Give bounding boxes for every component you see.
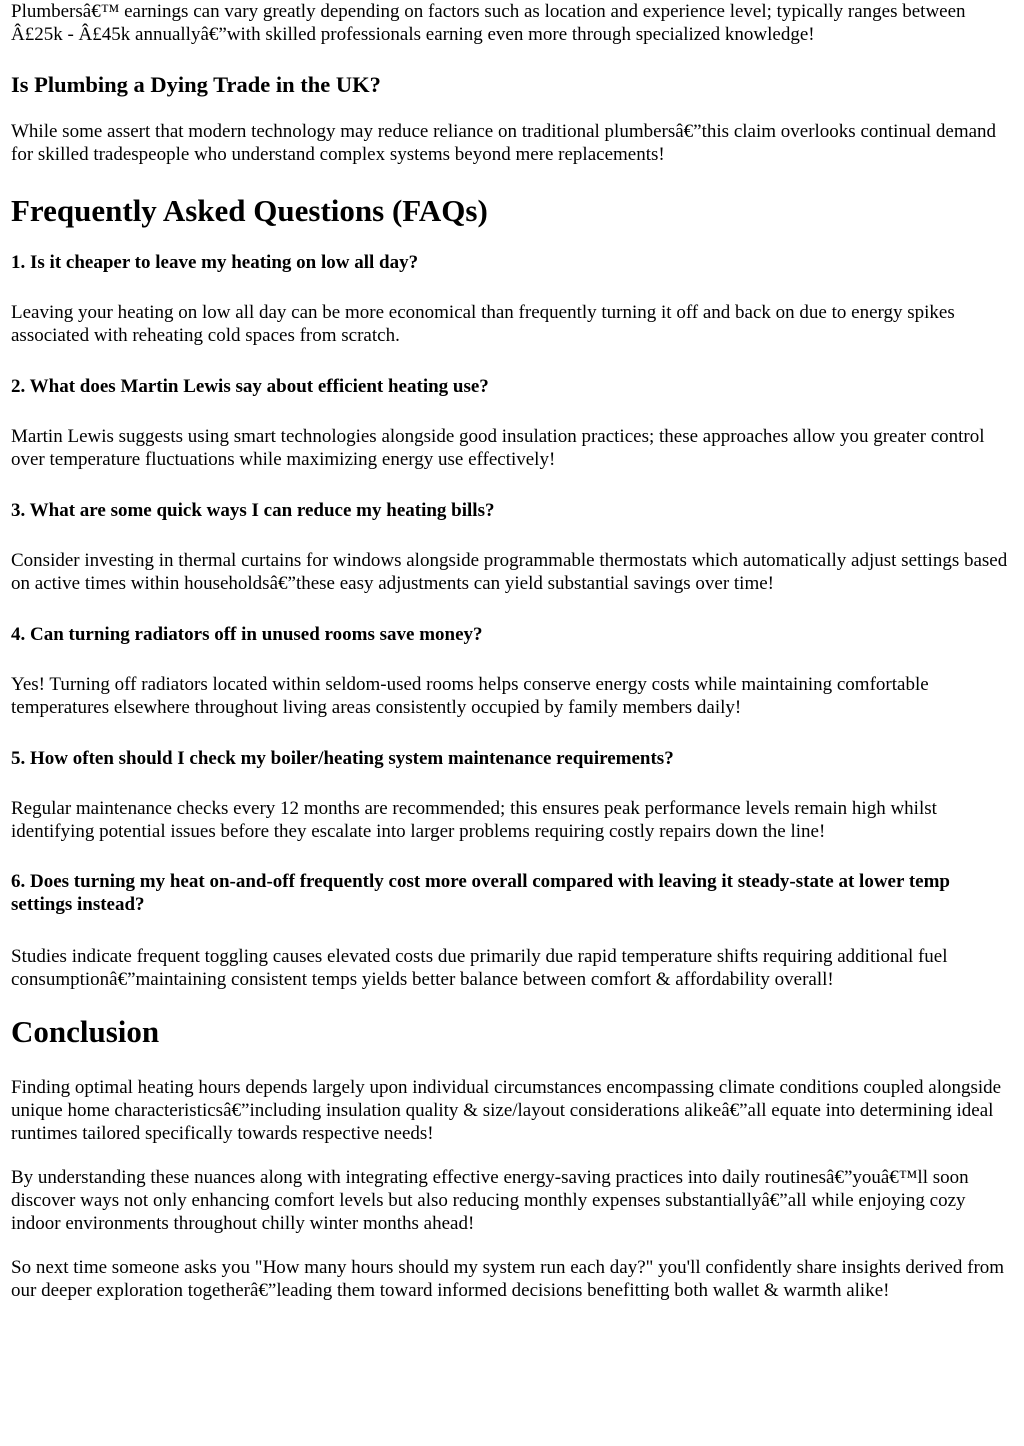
- faq-answer-4: Yes! Turning off radiators located within seldom-used rooms helps conserve energy costs while maintaining comfortable temperatures elsewhere throughout living areas consistently occupied by family members daily!: [11, 674, 929, 718]
- conclusion-paragraph-2: By understanding these nuances along with integrating effective energy-saving practices into daily routinesâ€”youâ€™ll soon discover ways not only enhancing comfort levels but also reducing monthly expenses substantiallyâ€”all while enjoying cozy indoor environments throughout chilly winter months ahead!: [11, 1167, 969, 1234]
- faq-question-6: 6. Does turning my heat on-and-off frequently cost more overall compared with leaving it steady-state at lower temp settings instead?: [11, 871, 950, 915]
- faq-question-3: 3. What are some quick ways I can reduce my heating bills?: [11, 500, 495, 521]
- faq-heading: Frequently Asked Questions (FAQs): [11, 193, 488, 228]
- faq-answer-5: Regular maintenance checks every 12 months are recommended; this ensures peak performance levels remain high whilst identifying potential issues before they escalate into larger problems requiring costly repairs down the line!: [11, 798, 937, 842]
- faq-answer-1: Leaving your heating on low all day can be more economical than frequently turning it off and back on due to energy spikes associated with reheating cold spaces from scratch.: [11, 302, 955, 346]
- faq-question-1: 1. Is it cheaper to leave my heating on low all day?: [11, 252, 419, 273]
- intro-paragraph: Plumbersâ€™ earnings can vary greatly depending on factors such as location and experience level; typically ranges between Â£25k - Â£45k annuallyâ€”with skilled professionals earning even more through specialized knowledge!: [11, 1, 966, 45]
- dying-trade-paragraph: While some assert that modern technology may reduce reliance on traditional plumbersâ€”this claim overlooks continual demand for skilled tradespeople who understand complex systems beyond mere replacements!: [11, 121, 997, 165]
- faq-answer-6: Studies indicate frequent toggling causes elevated costs due primarily due rapid temperature shifts requiring additional fuel consumptionâ€”maintaining consistent temps yields better balance between comfort & affordability overall!: [11, 946, 948, 990]
- dying-trade-heading: Is Plumbing a Dying Trade in the UK?: [11, 72, 381, 97]
- faq-question-2: 2. What does Martin Lewis say about efficient heating use?: [11, 376, 489, 397]
- faq-answer-3: Consider investing in thermal curtains for windows alongside programmable thermostats which automatically adjust settings based on active times within householdsâ€”these easy adjustments can yield substantial savings over time!: [11, 550, 1008, 594]
- conclusion-paragraph-3: So next time someone asks you "How many hours should my system run each day?" you'll confidently share insights derived from our deeper exploration togetherâ€”leading them toward informed decisions benefitting both wallet & warmth alike!: [11, 1257, 1005, 1301]
- conclusion-heading: Conclusion: [11, 1014, 160, 1049]
- faq-question-5: 5. How often should I check my boiler/heating system maintenance requirements?: [11, 748, 674, 769]
- faq-question-4: 4. Can turning radiators off in unused rooms save money?: [11, 624, 483, 645]
- conclusion-paragraph-1: Finding optimal heating hours depends largely upon individual circumstances encompassing climate conditions coupled alongside unique home characteristicsâ€”including insulation quality & size/layout considerations alikeâ€”all equate into determining ideal runtimes tailored specifically towards respective needs!: [11, 1077, 1002, 1144]
- faq-answer-2: Martin Lewis suggests using smart technologies alongside good insulation practices; these approaches allow you greater control over temperature fluctuations while maximizing energy use effectively!: [11, 426, 985, 470]
